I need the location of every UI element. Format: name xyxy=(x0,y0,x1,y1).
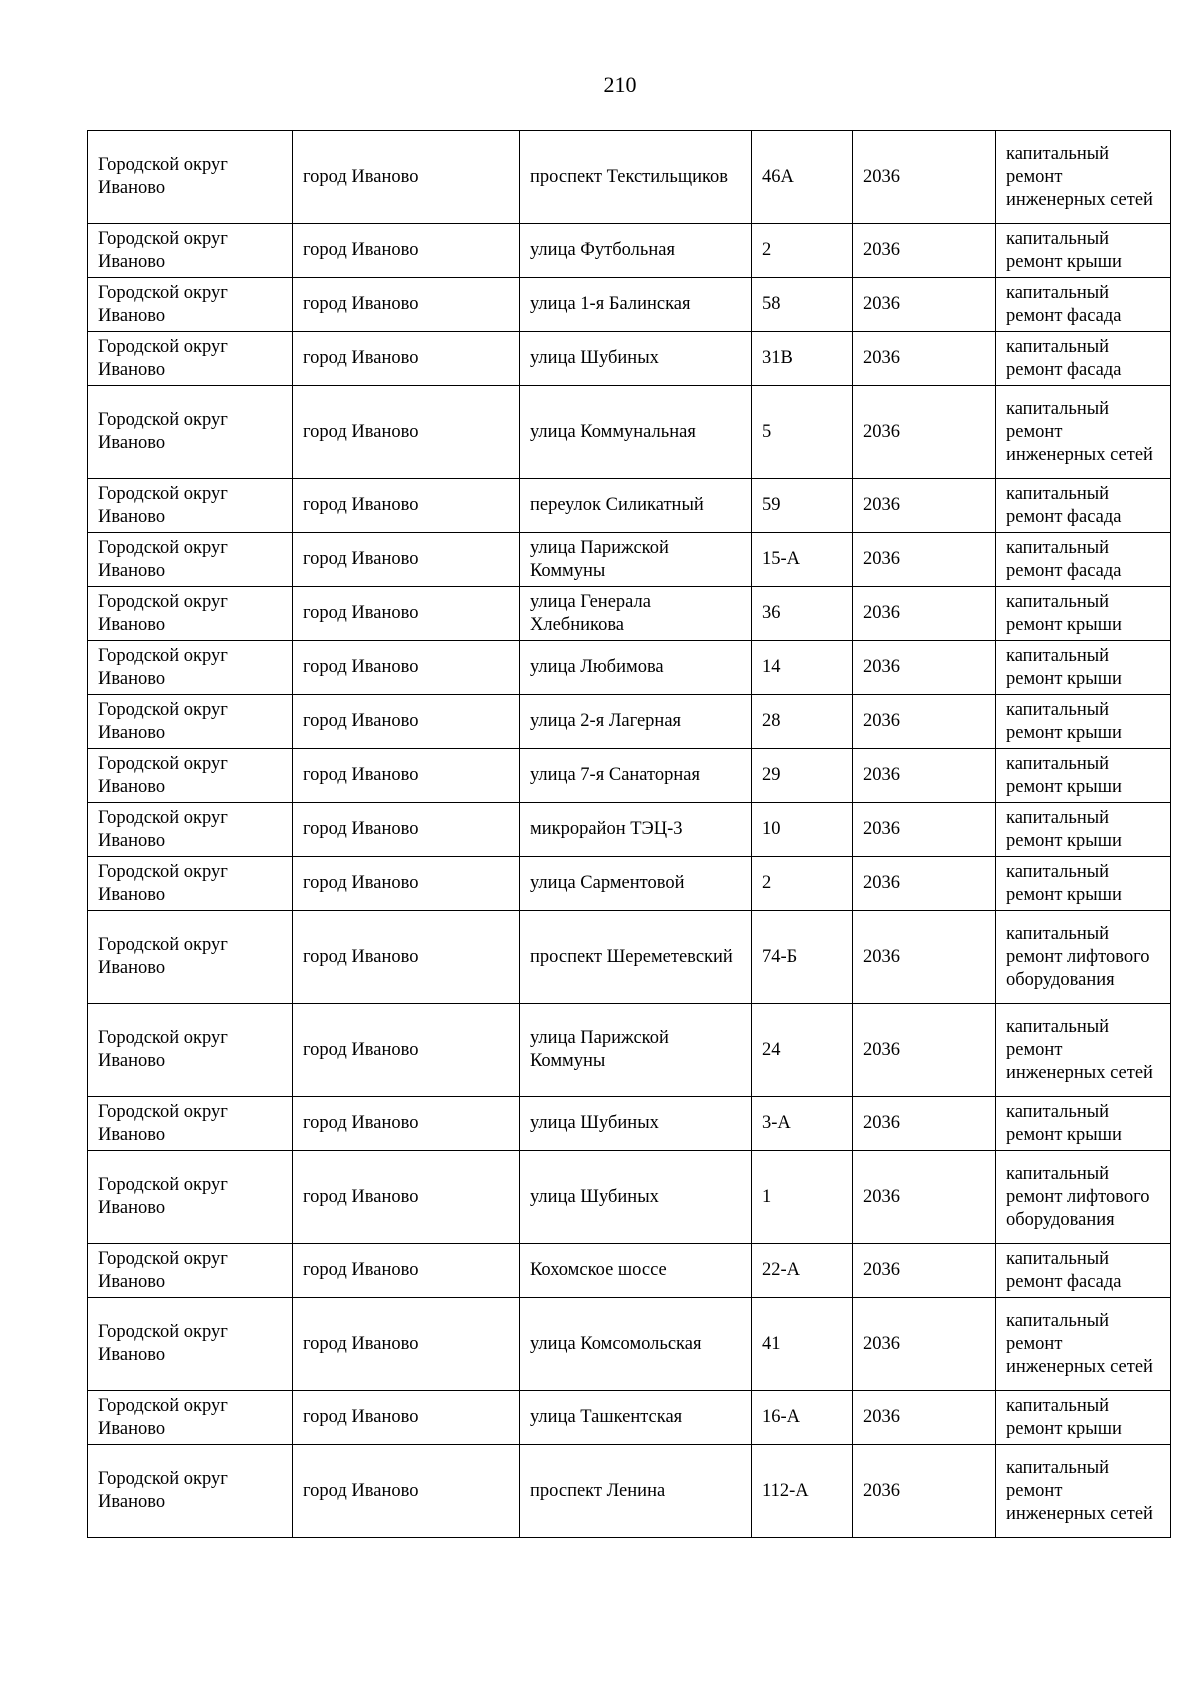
page-number: 210 xyxy=(603,72,637,97)
district-cell: Городской округ Иваново xyxy=(88,479,293,533)
work-type-cell: капитальный ремонт фасада xyxy=(996,1244,1171,1298)
district-cell: Городской округ Иваново xyxy=(88,857,293,911)
street-cell: улица 2-я Лагерная xyxy=(520,695,752,749)
street-cell: улица Шубиных xyxy=(520,1097,752,1151)
district-cell: Городской округ Иваново xyxy=(88,587,293,641)
year-cell: 2036 xyxy=(853,1391,996,1445)
settlement-cell: город Иваново xyxy=(293,533,520,587)
settlement-cell: город Иваново xyxy=(293,1097,520,1151)
settlement-cell: город Иваново xyxy=(293,278,520,332)
district-cell: Городской округ Иваново xyxy=(88,131,293,224)
year-cell: 2036 xyxy=(853,749,996,803)
district-cell: Городской округ Иваново xyxy=(88,911,293,1004)
district-cell: Городской округ Иваново xyxy=(88,695,293,749)
street-cell: улица 7-я Санаторная xyxy=(520,749,752,803)
settlement-cell: город Иваново xyxy=(293,641,520,695)
table-row xyxy=(88,1445,1171,1538)
table-row xyxy=(88,641,1171,695)
house-number-cell: 1 xyxy=(752,1151,853,1244)
work-type-cell: капитальный ремонт инженерных сетей xyxy=(996,131,1171,224)
settlement-cell: город Иваново xyxy=(293,386,520,479)
table-row xyxy=(88,1391,1171,1445)
work-type-cell: капитальный ремонт крыши xyxy=(996,1391,1171,1445)
house-number-cell: 58 xyxy=(752,278,853,332)
work-type-cell: капитальный ремонт лифтового оборудования xyxy=(996,911,1171,1004)
work-type-cell: капитальный ремонт инженерных сетей xyxy=(996,1445,1171,1538)
year-cell: 2036 xyxy=(853,224,996,278)
table-row xyxy=(88,479,1171,533)
house-number-cell: 5 xyxy=(752,386,853,479)
street-cell: улица Шубиных xyxy=(520,1151,752,1244)
table-row xyxy=(88,533,1171,587)
district-cell: Городской округ Иваново xyxy=(88,1151,293,1244)
work-type-cell: капитальный ремонт крыши xyxy=(996,641,1171,695)
work-type-cell: капитальный ремонт крыши xyxy=(996,695,1171,749)
street-cell: улица Шубиных xyxy=(520,332,752,386)
table-row xyxy=(88,1298,1171,1391)
settlement-cell: город Иваново xyxy=(293,803,520,857)
house-number-cell: 29 xyxy=(752,749,853,803)
district-cell: Городской округ Иваново xyxy=(88,1097,293,1151)
street-cell: улица Парижской Коммуны xyxy=(520,1004,752,1097)
settlement-cell: город Иваново xyxy=(293,1004,520,1097)
district-cell: Городской округ Иваново xyxy=(88,332,293,386)
year-cell: 2036 xyxy=(853,386,996,479)
district-cell: Городской округ Иваново xyxy=(88,641,293,695)
settlement-cell: город Иваново xyxy=(293,479,520,533)
district-cell: Городской округ Иваново xyxy=(88,224,293,278)
table-row xyxy=(88,1151,1171,1244)
street-cell: Кохомское шоссе xyxy=(520,1244,752,1298)
house-number-cell: 22-А xyxy=(752,1244,853,1298)
table-row xyxy=(88,911,1171,1004)
table-body xyxy=(88,131,1171,1538)
district-cell: Городской округ Иваново xyxy=(88,803,293,857)
district-cell: Городской округ Иваново xyxy=(88,1244,293,1298)
settlement-cell: город Иваново xyxy=(293,1298,520,1391)
house-number-cell: 46А xyxy=(752,131,853,224)
street-cell: улица 1-я Балинская xyxy=(520,278,752,332)
work-type-cell: капитальный ремонт крыши xyxy=(996,857,1171,911)
year-cell: 2036 xyxy=(853,857,996,911)
house-number-cell: 31В xyxy=(752,332,853,386)
district-cell: Городской округ Иваново xyxy=(88,1004,293,1097)
settlement-cell: город Иваново xyxy=(293,1244,520,1298)
year-cell: 2036 xyxy=(853,1298,996,1391)
work-type-cell: капитальный ремонт фасада xyxy=(996,332,1171,386)
street-cell: переулок Силикатный xyxy=(520,479,752,533)
house-number-cell: 36 xyxy=(752,587,853,641)
house-number-cell: 59 xyxy=(752,479,853,533)
year-cell: 2036 xyxy=(853,803,996,857)
street-cell: улица Любимова xyxy=(520,641,752,695)
settlement-cell: город Иваново xyxy=(293,911,520,1004)
house-number-cell: 10 xyxy=(752,803,853,857)
settlement-cell: город Иваново xyxy=(293,1445,520,1538)
street-cell: улица Футбольная xyxy=(520,224,752,278)
table-row xyxy=(88,332,1171,386)
settlement-cell: город Иваново xyxy=(293,224,520,278)
street-cell: проспект Ленина xyxy=(520,1445,752,1538)
table-row xyxy=(88,131,1171,224)
street-cell: микрорайон ТЭЦ-3 xyxy=(520,803,752,857)
year-cell: 2036 xyxy=(853,479,996,533)
district-cell: Городской округ Иваново xyxy=(88,278,293,332)
district-cell: Городской округ Иваново xyxy=(88,386,293,479)
settlement-cell: город Иваново xyxy=(293,1151,520,1244)
year-cell: 2036 xyxy=(853,1244,996,1298)
house-number-cell: 3-А xyxy=(752,1097,853,1151)
street-cell: улица Комсомольская xyxy=(520,1298,752,1391)
table-row xyxy=(88,695,1171,749)
work-type-cell: капитальный ремонт лифтового оборудования xyxy=(996,1151,1171,1244)
district-cell: Городской округ Иваново xyxy=(88,749,293,803)
table-row xyxy=(88,386,1171,479)
repair-schedule-table xyxy=(87,130,1171,1538)
work-type-cell: капитальный ремонт фасада xyxy=(996,533,1171,587)
year-cell: 2036 xyxy=(853,533,996,587)
year-cell: 2036 xyxy=(853,131,996,224)
year-cell: 2036 xyxy=(853,278,996,332)
work-type-cell: капитальный ремонт фасада xyxy=(996,479,1171,533)
table-row xyxy=(88,803,1171,857)
work-type-cell: капитальный ремонт инженерных сетей xyxy=(996,1298,1171,1391)
work-type-cell: капитальный ремонт инженерных сетей xyxy=(996,386,1171,479)
year-cell: 2036 xyxy=(853,332,996,386)
house-number-cell: 2 xyxy=(752,224,853,278)
year-cell: 2036 xyxy=(853,641,996,695)
house-number-cell: 14 xyxy=(752,641,853,695)
settlement-cell: город Иваново xyxy=(293,131,520,224)
house-number-cell: 74-Б xyxy=(752,911,853,1004)
work-type-cell: капитальный ремонт крыши xyxy=(996,1097,1171,1151)
district-cell: Городской округ Иваново xyxy=(88,1445,293,1538)
street-cell: улица Генерала Хлебникова xyxy=(520,587,752,641)
table-row xyxy=(88,857,1171,911)
year-cell: 2036 xyxy=(853,695,996,749)
year-cell: 2036 xyxy=(853,911,996,1004)
settlement-cell: город Иваново xyxy=(293,1391,520,1445)
year-cell: 2036 xyxy=(853,1004,996,1097)
year-cell: 2036 xyxy=(853,1097,996,1151)
settlement-cell: город Иваново xyxy=(293,332,520,386)
work-type-cell: капитальный ремонт фасада xyxy=(996,278,1171,332)
street-cell: проспект Текстильщиков xyxy=(520,131,752,224)
work-type-cell: капитальный ремонт инженерных сетей xyxy=(996,1004,1171,1097)
house-number-cell: 2 xyxy=(752,857,853,911)
house-number-cell: 41 xyxy=(752,1298,853,1391)
house-number-cell: 112-А xyxy=(752,1445,853,1538)
district-cell: Городской округ Иваново xyxy=(88,1298,293,1391)
table-row xyxy=(88,749,1171,803)
table-row xyxy=(88,1097,1171,1151)
street-cell: улица Парижской Коммуны xyxy=(520,533,752,587)
work-type-cell: капитальный ремонт крыши xyxy=(996,749,1171,803)
work-type-cell: капитальный ремонт крыши xyxy=(996,224,1171,278)
settlement-cell: город Иваново xyxy=(293,695,520,749)
year-cell: 2036 xyxy=(853,587,996,641)
street-cell: улица Ташкентская xyxy=(520,1391,752,1445)
settlement-cell: город Иваново xyxy=(293,857,520,911)
table-row xyxy=(88,224,1171,278)
settlement-cell: город Иваново xyxy=(293,587,520,641)
street-cell: улица Коммунальная xyxy=(520,386,752,479)
work-type-cell: капитальный ремонт крыши xyxy=(996,587,1171,641)
year-cell: 2036 xyxy=(853,1151,996,1244)
house-number-cell: 16-А xyxy=(752,1391,853,1445)
house-number-cell: 15-А xyxy=(752,533,853,587)
house-number-cell: 24 xyxy=(752,1004,853,1097)
district-cell: Городской округ Иваново xyxy=(88,533,293,587)
district-cell: Городской округ Иваново xyxy=(88,1391,293,1445)
house-number-cell: 28 xyxy=(752,695,853,749)
settlement-cell: город Иваново xyxy=(293,749,520,803)
street-cell: улица Сарментовой xyxy=(520,857,752,911)
street-cell: проспект Шереметевский xyxy=(520,911,752,1004)
year-cell: 2036 xyxy=(853,1445,996,1538)
table-row xyxy=(88,1244,1171,1298)
work-type-cell: капитальный ремонт крыши xyxy=(996,803,1171,857)
table-row xyxy=(88,278,1171,332)
table-row xyxy=(88,587,1171,641)
table-row xyxy=(88,1004,1171,1097)
